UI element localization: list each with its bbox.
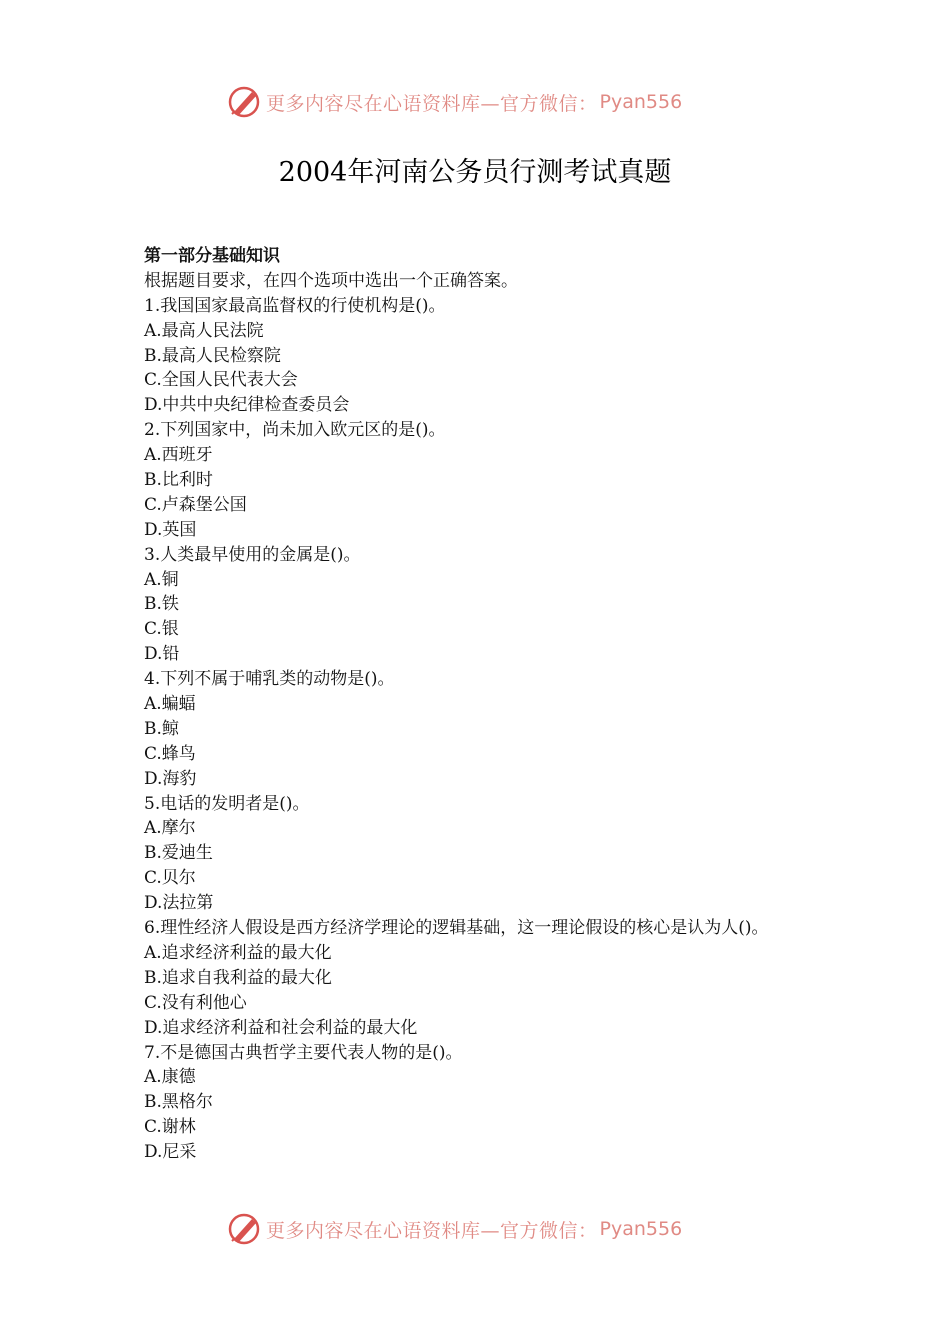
- question: 1.我国国家最高监督权的行使机构是()。: [144, 295, 446, 316]
- option: D.法拉第: [144, 893, 214, 914]
- wechat-handle: Pyan556: [599, 91, 683, 113]
- option: A.追求经济利益的最大化: [144, 942, 332, 963]
- option: B.比利时: [144, 470, 213, 491]
- option: C.银: [144, 619, 179, 640]
- question: 5.电话的发明者是()。: [144, 793, 310, 814]
- option: B.鲸: [144, 718, 179, 739]
- option: C.谢林: [144, 1117, 196, 1138]
- option: A.铜: [144, 569, 179, 590]
- question: 3.人类最早使用的金属是()。: [144, 544, 361, 565]
- header-banner: [226, 84, 746, 120]
- section-heading: 第一部分基础知识: [144, 246, 280, 266]
- wechat-handle: Pyan556: [599, 1218, 683, 1240]
- option: A.最高人民法院: [144, 320, 264, 341]
- question: 2.下列国家中，尚未加入欧元区的是()。: [144, 420, 446, 441]
- option: D.追求经济利益和社会利益的最大化: [144, 1017, 418, 1038]
- option: C.卢森堡公国: [144, 494, 247, 515]
- option: D.海豹: [144, 768, 197, 789]
- option: B.追求自我利益的最大化: [144, 967, 332, 988]
- footer-banner: [226, 1211, 746, 1247]
- document-title: 2004年河南公务员行测考试真题: [278, 157, 672, 188]
- option: A.康德: [144, 1067, 196, 1088]
- banner-text: 更多内容尽在心语资料库—官方微信：: [266, 92, 598, 115]
- question: 7.不是德国古典哲学主要代表人物的是()。: [144, 1042, 463, 1063]
- option: A.摩尔: [144, 818, 196, 839]
- question: 4.下列不属于哺乳类的动物是()。: [144, 669, 395, 690]
- option: A.西班牙: [144, 445, 213, 466]
- option: B.黑格尔: [144, 1092, 213, 1113]
- option: C.全国人民代表大会: [144, 370, 298, 391]
- section-instruction: 根据题目要求，在四个选项中选出一个正确答案。: [144, 270, 518, 291]
- option: D.尼采: [144, 1142, 197, 1163]
- pen-logo-icon: [226, 1211, 262, 1247]
- option: C.没有利他心: [144, 992, 247, 1013]
- option: B.最高人民检察院: [144, 345, 281, 366]
- option: D.英国: [144, 519, 197, 540]
- option: C.贝尔: [144, 868, 196, 889]
- option: B.铁: [144, 594, 179, 615]
- option: B.爱迪生: [144, 843, 213, 864]
- pen-logo-icon: [226, 84, 262, 120]
- document-body: [144, 244, 814, 1165]
- option: A.蝙蝠: [144, 694, 196, 715]
- option: C.蜂鸟: [144, 743, 196, 764]
- question: 6.理性经济人假设是西方经济学理论的逻辑基础，这一理论假设的核心是认为人()。: [144, 918, 769, 939]
- option: D.中共中央纪律检查委员会: [144, 395, 350, 416]
- banner-text: 更多内容尽在心语资料库—官方微信：: [266, 1219, 598, 1242]
- option: D.铅: [144, 644, 180, 665]
